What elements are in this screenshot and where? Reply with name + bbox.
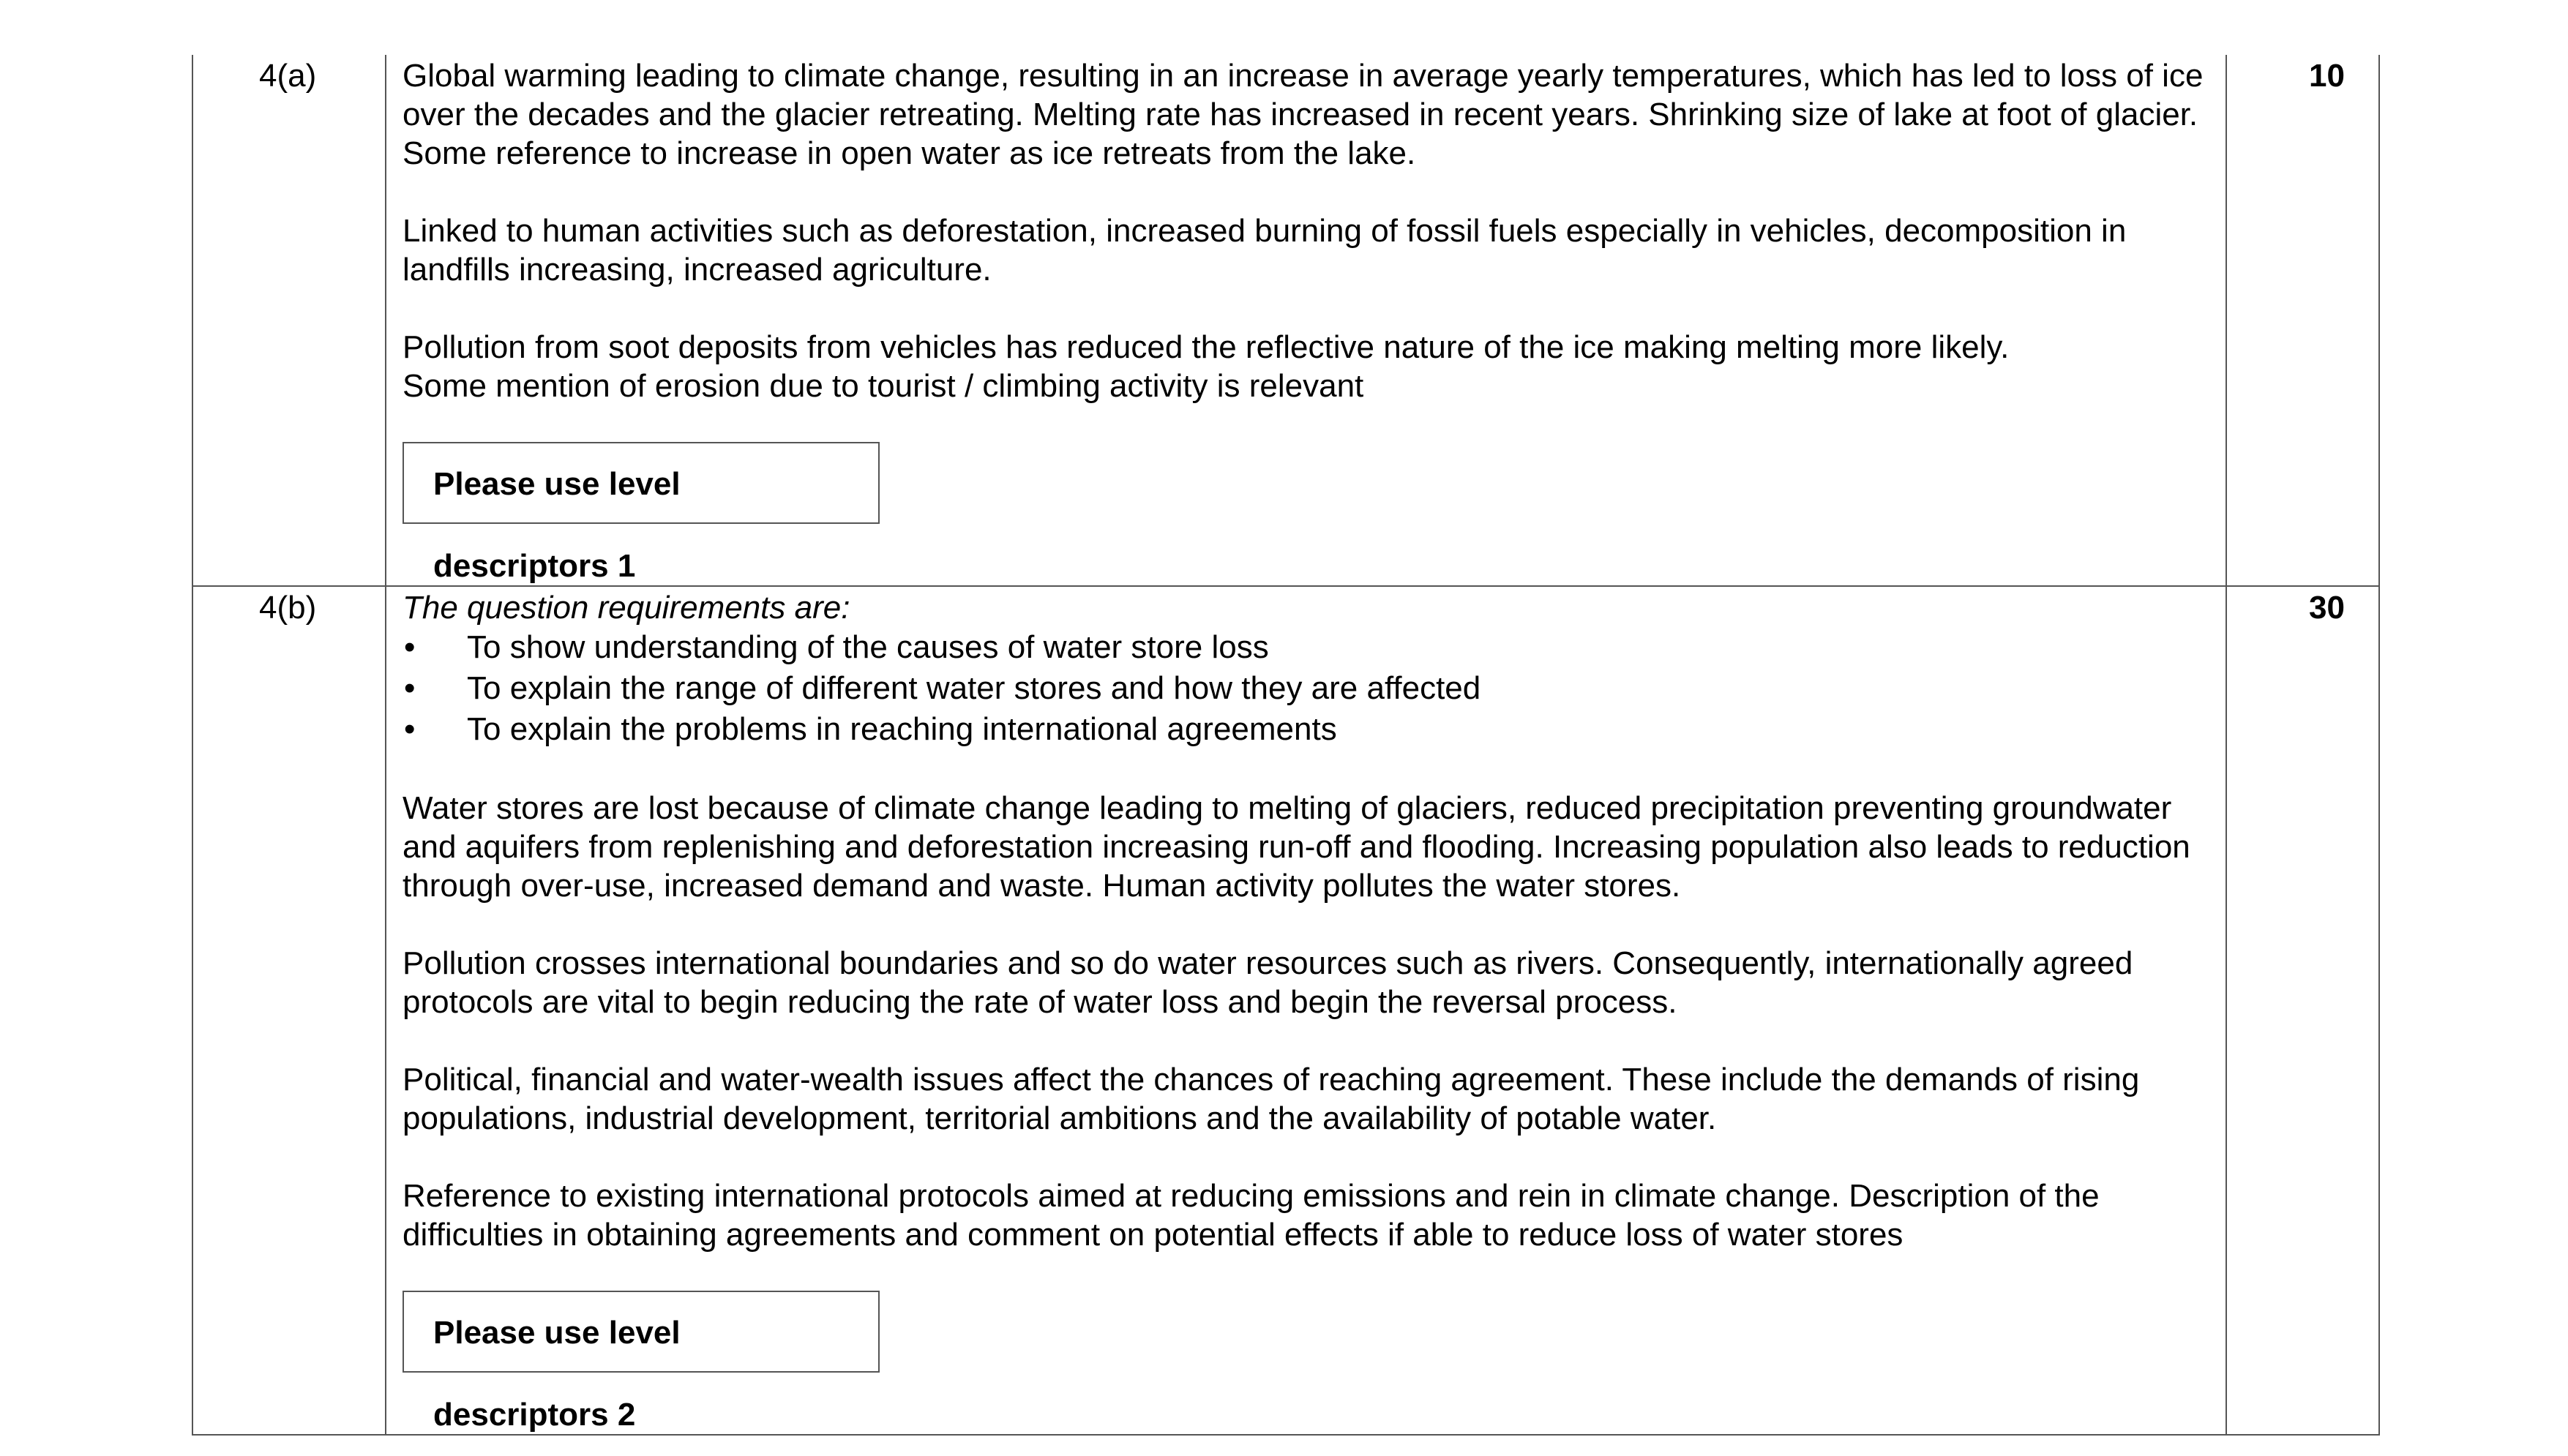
list-item-text: To explain the problems in reaching international agreements — [467, 711, 1337, 747]
answer-paragraph: Political, financial and water-wealth issues affect the chances of reaching agreement. These include the demands of rising populations, industrial development, territorial ambitions and the availability of potable water. — [403, 1062, 2140, 1136]
mark-scheme-table — [192, 55, 2380, 1436]
list-item — [403, 709, 2211, 750]
list-item — [403, 627, 2211, 668]
answer-cell — [386, 586, 2226, 1435]
marks-value: 10 — [2226, 55, 2379, 586]
requirements-list — [403, 627, 2211, 750]
answer-paragraph: Pollution from soot deposits from vehicles has reduced the reflective nature of the ice making melting more likely. — [403, 329, 2010, 365]
marks-value: 30 — [2226, 586, 2379, 1435]
answer-paragraph: Pollution crosses international boundaries and so do water resources such as rivers. Consequently, internationally agreed protocols are vital to begin reducing the rate of water loss and begin the reversal process. — [403, 945, 2133, 1020]
bullet-icon: • — [404, 670, 416, 706]
bullet-icon: • — [404, 629, 416, 665]
bullet-icon: • — [404, 711, 416, 747]
answer-paragraph: Reference to existing international protocols aimed at reducing emissions and rein in climate change. Description of the difficulties in obtaining agreements and comment on potential effects if able to reduce loss of water stores — [403, 1178, 2100, 1253]
level-descriptor-box: Please use level descriptors 2 — [403, 1291, 880, 1373]
table-row — [192, 55, 2379, 586]
answer-paragraph: Global warming leading to climate change, resulting in an increase in average yearly temperatures, which has led to loss of ice over the decades and the glacier retreating. Melting rate has increased in recent years. Shrinking size of lake at foot of glacier. Some reference to increase in open water as ice retreats from the lake. — [403, 58, 2204, 171]
list-item-text: To explain the range of different water stores and how they are affected — [467, 670, 1481, 706]
answer-paragraph: Linked to human activities such as deforestation, increased burning of fossil fuels especially in vehicles, decomposition in landfills increasing, increased agriculture. — [403, 213, 2127, 288]
answer-paragraph: Water stores are lost because of climate change leading to melting of glaciers, reduced precipitation preventing groundwater and aquifers from replenishing and deforestation increasing run-off and flooding. Increasing population also leads to reduction through over-use, increased demand and waste. Human activity pollutes the water stores. — [403, 790, 2190, 904]
table-row — [192, 586, 2379, 1435]
list-item-text: To show understanding of the causes of water store loss — [467, 629, 1269, 665]
answer-cell — [386, 55, 2226, 586]
question-number: 4(a) — [192, 55, 386, 586]
level-descriptor-box: Please use level descriptors 1 — [403, 442, 880, 524]
requirements-intro: The question requirements are: — [403, 590, 850, 626]
list-item — [403, 668, 2211, 709]
answer-paragraph: Some mention of erosion due to tourist / climbing activity is relevant — [403, 368, 1364, 404]
question-number: 4(b) — [192, 586, 386, 1435]
